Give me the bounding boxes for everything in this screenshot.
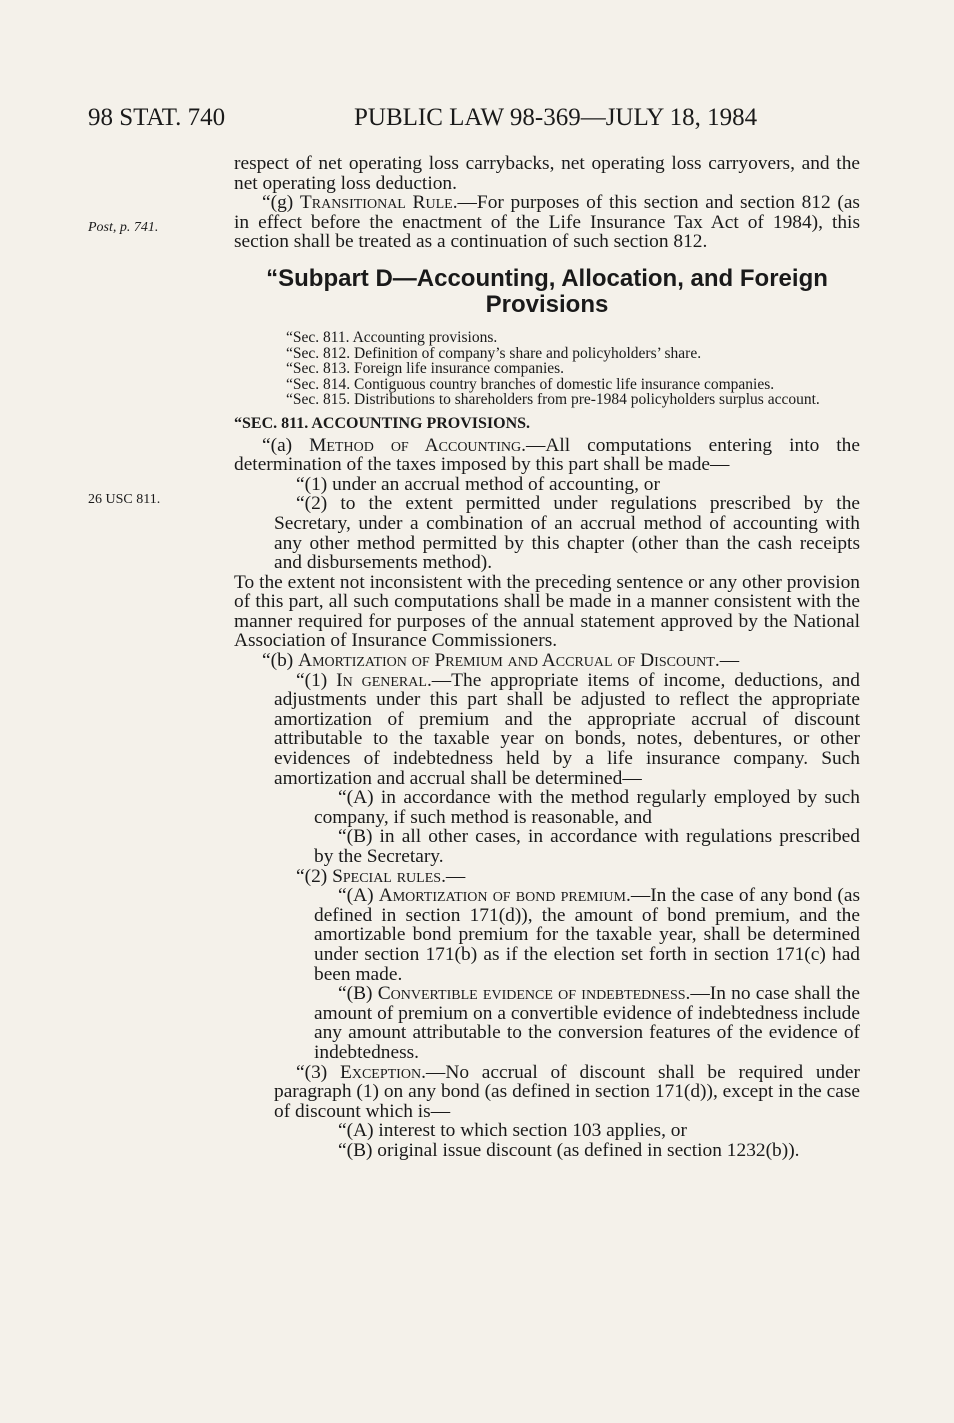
- paragraph-a-tail: To the extent not inconsistent with the preceding sentence or any other provision of this part, all such computations shall be made in a manner consistent with the manner required for purposes of the annual statement approved by the National Association of Insurance Commissioners.: [234, 571, 860, 652]
- paragraph-b-amortization: “(b) Amortization of Premium and Accrual of Discount.—: [262, 650, 740, 672]
- margin-note-usc: 26 USC 811.: [88, 492, 161, 507]
- heading-special-rules: Special rules: [332, 865, 442, 887]
- toc-item: “Sec. 815. Distributions to shareholders from pre-1984 policyholders surplus account.: [286, 391, 820, 409]
- heading-exception: Exception: [340, 1061, 422, 1083]
- paragraph-b3A: “(A) interest to which section 103 applies, or: [338, 1120, 687, 1142]
- toc-item: “Sec. 812. Definition of company’s share and policyholders’ share.: [286, 344, 702, 362]
- paragraph-b3: “(3) Exception.—No accrual of discount shall be required under paragraph (1) on any bond (as defined in section 171(d)), except in the case of discount which is—: [274, 1061, 860, 1122]
- heading-transitional-rule: Transitional Rule: [299, 192, 453, 214]
- paragraph-g-transitional-rule: “(g) Transitional Rule.—For purposes of this section and section 812 (as in effect before the enactment of the Life Insurance Tax Act of 1984), this section shall be treated as a continuation of such section 812.: [234, 192, 860, 253]
- toc-item: “Sec. 814. Contiguous country branches of domestic life insurance companies.: [286, 375, 775, 393]
- heading-amortization-of-bond-premium: Amortization of bond premium: [378, 885, 626, 907]
- public-law-title: PUBLIC LAW 98-369—JULY 18, 1984: [354, 104, 758, 131]
- toc-item: “Sec. 811. Accounting provisions.: [286, 328, 498, 346]
- stat-page-number: 98 STAT. 740: [88, 104, 226, 131]
- toc-item: “Sec. 813. Foreign life insurance companies.: [286, 360, 565, 378]
- statute-text: [234, 154, 860, 1161]
- paragraph-a2: “(2) to the extent permitted under regulations prescribed by the Secretary, under a combination of an accrual method of accounting with any other method permitted by this chapter (other than the cash receipts and disbursements method).: [274, 493, 860, 574]
- paragraph-b1A: “(A) in accordance with the method regularly employed by such company, if such method is reasonable, and: [314, 787, 860, 828]
- paragraph-carrybacks: respect of net operating loss carrybacks, net operating loss carryovers, and the net operating loss deduction.: [234, 153, 860, 194]
- paragraph-b3B: “(B) original issue discount (as defined in section 1232(b)).: [338, 1139, 800, 1161]
- heading-in-general: In general: [336, 669, 427, 691]
- paragraph-a1: “(1) under an accrual method of accounting, or: [296, 473, 660, 495]
- margin-note-post: Post, p. 741.: [88, 220, 159, 235]
- section-811-heading: “SEC. 811. ACCOUNTING PROVISIONS.: [234, 414, 531, 432]
- heading-amortization: Amortization of Premium and Accrual of Discount: [298, 650, 715, 672]
- table-of-sections: [234, 330, 860, 408]
- page-header: [88, 104, 868, 136]
- heading-method-of-accounting: Method of Accounting: [309, 434, 522, 456]
- paragraph-b2A: “(A) Amortization of bond premium.—In the case of any bond (as defined in section 171(d)), the amount of bond premium, and the amortizable bond premium for the taxable year, shall be determined under section 171(b) as if the election set forth in section 171(c) had been made.: [314, 885, 861, 985]
- paragraph-b2B: “(B) Convertible evidence of indebtedness.—In no case shall the amount of premium on a convertible evidence of indebtedness include any amount attributable to the conversion features of the evidence of indebtedness.: [314, 983, 860, 1063]
- paragraph-b2: “(2) Special rules.—: [296, 865, 466, 887]
- paragraph-b1B: “(B) in all other cases, in accordance with regulations prescribed by the Secretary.: [314, 826, 860, 867]
- paragraph-a-method: “(a) Method of Accounting.—All computations entering into the determination of the taxes imposed by this part shall be made—: [234, 434, 860, 476]
- subpart-d-title: “Subpart D—Accounting, Allocation, and Foreign Provisions: [266, 264, 828, 318]
- paragraph-b1: “(1) In general.—The appropriate items of income, deductions, and adjustments under this part shall be adjusted to reflect the appropriate amortization of premium and the appropriate accrual of discount attributable to the taxable year on bonds, notes, debentures, or other evidences of indebtedness held by a life insurance company. Such amortization and accrual shall be determined—: [274, 669, 860, 789]
- heading-convertible-evidence: Convertible evidence of indebtedness: [377, 983, 686, 1005]
